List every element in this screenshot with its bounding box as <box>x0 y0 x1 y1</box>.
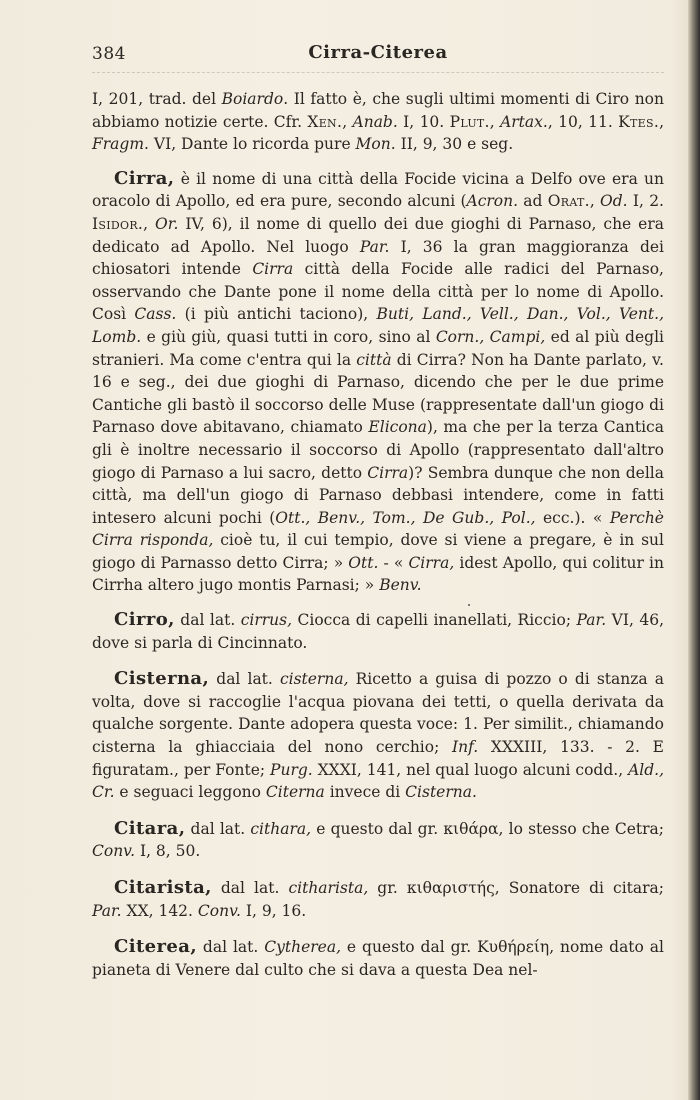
entry-citerea: Citerea, dal lat. Cytherea, e questo dal gr. Κυθήρείη, nome dato al pianeta di Venere dal culto che si dava a questa Dea nel- <box>92 936 664 979</box>
lemma-citarista: Citarista, <box>114 877 212 898</box>
entry-cirro: Cirro, dal lat. cirrus, Ciocca di capelli inanellati, Riccio; Par. VI, 46, dove si parla di Cincinnato. <box>92 609 665 652</box>
page-header <box>92 40 664 70</box>
page-number: 384 <box>92 44 126 64</box>
print-speck <box>468 604 470 606</box>
running-head: Cirra-Citerea <box>308 42 448 63</box>
entry-cisterna: Cisterna, dal lat. cisterna, Ricetto a guisa di pozzo o di stanza a volta, dove si raccoglie l'acqua piovana dei tetti, o quella derivata da qualche sorgente. Dante adopera questa voce: 1. Per similit., chiamando cisterna la ghiacciaia del nono cerchio; Inf. XXXIII, 133. - 2. E figuratam., per Fonte; Purg. XXXI, 141, nel qual luogo alcuni codd., Ald., Cr. e seguaci leggono Citerna invece di Cisterna. <box>92 668 664 802</box>
entry-cirra: Cirra, è il nome di una città della Focide vicina a Delfo ove era un oracolo di Apollo, ed era pure, secondo alcuni (Acron. ad Orat., Od. I, 2. Isidor., Or. IV, 6), il nome di quello dei due gioghi di Parnaso, che era dedicato ad Apollo. Nel luogo Par. I, 36 la gran maggioranza dei chiosatori intende Cirra città della Focide alle radici del Parnaso, osservando che Dante pone il nome della città per lo nome di Apollo. Così Cass. (i più antichi taciono), Buti, Land., Vell., Dan., Vol., Vent., Lomb. e giù giù, quasi tutti in coro, sino al Corn., Campi, ed al più degli stranieri. Ma come c'entra qui la città di Cirra? Non ha Dante parlato, v. 16 e seg., dei due gioghi di Parnaso, dicendo che per le due prime Cantiche gli bastò il soccorso delle Muse (rappresentate dall'un giogo di Parnaso dove abitavano, chiamato Elicona), ma che per la terza Cantica gli è inoltre necessario il soccorso di Apollo (rappresentato dall'altro giogo di Parnaso a lui sacro, detto Cirra)? Sembra dunque che non della città, ma dell'un giogo di Parnaso debbasi intendere, come in fatti intesero alcuni pochi (Ott., Benv., Tom., De Gub., Pol., ecc.). « Perchè Cirra risponda, cioè tu, il cui tempio, dove si viene a pregare, è in sul giogo di Parnasso detto Cirra; » Ott. - « Cirra, idest Apollo, qui colitur in Cirrha altero jugo montis Parnasi; » Benv. <box>92 167 664 595</box>
lemma-citerea: Citerea, <box>114 936 197 958</box>
entry-citara: Citara, dal lat. cithara, e questo dal gr. κιθάρα, lo stesso che Cetra; Conv. I, 8, 50. <box>92 817 664 861</box>
page-body <box>92 88 664 981</box>
lemma-cirro: Cirro, <box>114 609 175 631</box>
continuation-paragraph: I, 201, trad. del Boiardo. Il fatto è, che sugli ultimi momenti di Ciro non abbiamo notizie certe. Cfr. Xen., Anab. I, 10. Plut., Artax., 10, 11. Ktes., Fragm. VI, Dante lo ricorda pure Mon. II, 9, 30 e seg. <box>92 90 664 154</box>
book-spine-edge <box>688 0 700 1100</box>
lemma-cirra: Cirra, <box>114 167 175 189</box>
header-rule <box>92 72 664 73</box>
lemma-citara: Citara, <box>114 817 186 839</box>
entry-citarista: Citarista, dal lat. citharista, gr. κιθαριστής, Sonatore di citara; Par. XX, 142. Conv. I, 9, 16. <box>92 877 665 920</box>
lemma-cisterna: Cisterna, <box>114 668 210 690</box>
